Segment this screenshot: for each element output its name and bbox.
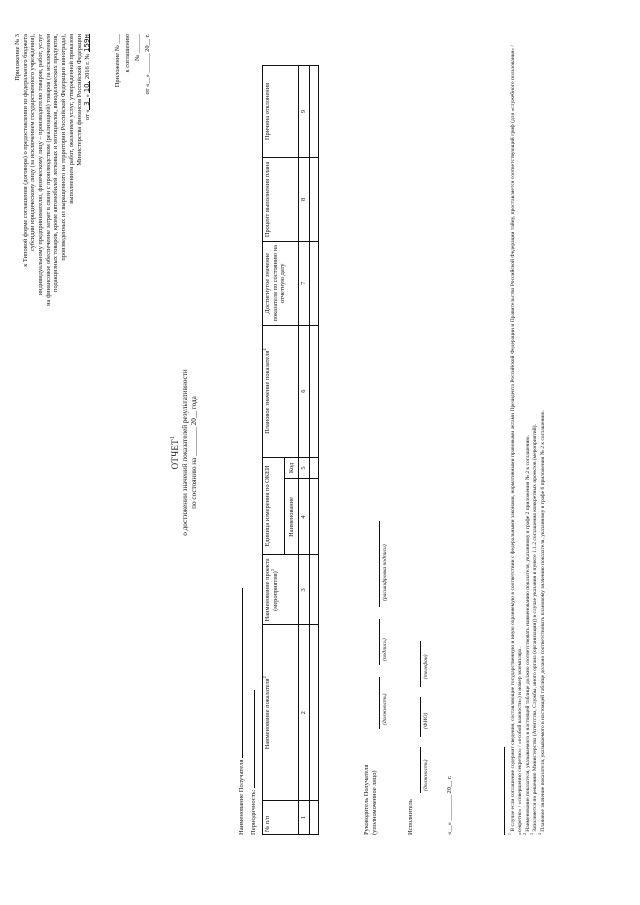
order-number-handwritten: 159н: [83, 34, 92, 52]
order-day-handwritten: 3: [83, 98, 90, 110]
executor-label: Исполнитель: [407, 799, 414, 835]
footnote-mark: 2: [522, 833, 527, 835]
table-cell: [309, 625, 318, 801]
order-year: 2016 г. №: [84, 51, 92, 81]
annex-line: к Типовой форме соглашения (договора) о предоставлении из федерального бюджета: [21, 34, 29, 267]
report-title: [170, 0, 199, 905]
executor-position-caption: (должность): [423, 759, 429, 791]
table-header-row: [263, 66, 285, 835]
head-label: Руководитель Получателя: [363, 764, 370, 835]
periodicity-row: [248, 588, 260, 835]
table-cell: [309, 157, 318, 241]
signature-block: [363, 765, 379, 835]
header-cell: Причина отклонения: [263, 66, 299, 158]
header-cell: [263, 555, 299, 625]
executor-position-line: [414, 747, 421, 793]
header-cell: № п/п: [263, 801, 299, 835]
order-date-mid: »: [84, 92, 92, 98]
header-cell: Процент выполнения плана: [263, 157, 299, 241]
executor-phone-caption: (телефон): [423, 654, 429, 679]
table-row: [309, 66, 318, 835]
decoding-caption: (расшифровка подписи): [382, 544, 388, 601]
annex-line: подакцизных товаров, кроме автомобилей легковых и мотоциклов, винодельческих продуктов,: [52, 34, 60, 292]
header-cell: Код: [285, 457, 299, 479]
agreement-header: [113, 34, 153, 95]
column-number: 2: [299, 625, 310, 801]
table-number-row: [299, 66, 310, 835]
agreement-date: от «__» ______ 20__ г.: [143, 34, 151, 95]
agreement-number: № ______: [133, 34, 141, 61]
footnote-2: [522, 45, 535, 835]
table-cell: [309, 66, 318, 158]
column-number: 4: [299, 479, 310, 555]
periodicity-label: Периодичность:: [249, 789, 257, 835]
footnote-text: В случае если соглашение содержит сведения, составляющие государственную и иную охраняемую в соответствии с федеральными законами, нормативными правовыми актами Президента Российской Федерации и Правительства Российской Федерации тайну, проставляется соответствующий гриф (для «служебного пользования» / «секретно» / «совершенно секретно» / «особой важности») и номер экземпляра.: [510, 44, 524, 835]
column-number: 8: [299, 157, 310, 241]
footnote-text: Плановое значение показателя, указываемого в настоящей таблице должно соответствовать плановому значению показателя, указанному в графе 6 приложения № 2 к соглашению.: [539, 410, 546, 832]
heading-text: ОТЧЕТ: [170, 439, 180, 470]
recipient-blank: [236, 588, 243, 758]
order-date-prefix: от «: [84, 109, 92, 121]
footnote-text: Заполняется по решению Министерства (Агентства, Службы, иного органа (организации)) в случае указания в пункте 1.1.2 соглашения конкретных проектов (мероприятий).: [532, 424, 539, 832]
indicators-table: [262, 65, 319, 835]
recipient-row: [236, 588, 248, 835]
header-cell: Наименование: [285, 479, 299, 555]
header-text: Наименование показателя: [264, 678, 271, 750]
footnote-mark: 1: [508, 833, 513, 835]
executor-fio-caption: (ФИО): [423, 712, 429, 729]
table-cell: [309, 325, 318, 457]
column-number: 5: [299, 457, 310, 479]
footnote-mark: 3: [530, 833, 535, 835]
footnote-1: [510, 45, 524, 835]
signature-line: [373, 619, 380, 665]
date-line: «__» ________ 20__ г.: [446, 775, 453, 835]
agreement-label: к соглашению: [123, 34, 131, 73]
header-text: Плановое значение показателя: [264, 350, 271, 434]
annex-line: Министерства финансов Российской Федерации: [75, 34, 83, 166]
recipient-label: Наименование Получателя: [238, 759, 245, 835]
annex-line: индивидуальному предпринимателю, физическому лицу – производителю товаров, работ, услуг: [37, 34, 45, 296]
periodicity-blank: [248, 690, 255, 788]
column-number: 6: [299, 325, 310, 457]
annex-order-date: [83, 34, 92, 594]
footnote-mark: 2: [261, 676, 267, 679]
report-subtitle: о достижении значений показателей результативности: [181, 369, 190, 536]
column-number: 9: [299, 66, 310, 158]
header-cell: Достигнутое значение показателя по состоянию на отчетную дату: [263, 241, 299, 325]
decoding-line: [373, 521, 380, 607]
header-cell: [263, 325, 299, 457]
position-line: [373, 677, 380, 729]
head-sublabel: (уполномоченное лицо): [371, 770, 378, 835]
annex-line: на финансовое обеспечение затрат в связи с производством (реализацией) товаров (за исключением: [44, 34, 52, 306]
annex-line: субсидии юридическому лицу (за исключением государственного учреждения),: [29, 34, 37, 252]
position-caption: (должность): [382, 693, 388, 725]
signature-caption: (подпись): [382, 638, 388, 661]
report-heading: [170, 0, 181, 905]
footnote-4: [537, 45, 547, 835]
footnote-3: [532, 45, 539, 835]
annex-line: Приложение № 3: [14, 34, 21, 81]
report-meta: [236, 588, 259, 835]
table-cell: [309, 457, 318, 479]
column-number: 1: [299, 801, 310, 835]
header-cell: Единица измерения по ОКЕИ: [263, 457, 285, 555]
annex-header: [14, 34, 92, 594]
footnote-divider: [504, 747, 505, 835]
header-cell: [263, 625, 299, 801]
executor-fio-line: [414, 697, 421, 737]
table-cell: [309, 801, 318, 835]
column-number: 3: [299, 555, 310, 625]
footnote-mark: 1: [169, 435, 176, 440]
footnote-mark: 4: [261, 348, 267, 351]
table-cell: [309, 241, 318, 325]
table-cell: [309, 555, 318, 625]
annex-line: выполнением работ, оказанием услуг, утвержденной приказом: [67, 34, 75, 204]
column-number: 7: [299, 241, 310, 325]
footnotes: [510, 45, 547, 835]
agreement-annex-number: Приложение № ___: [114, 34, 121, 88]
header-text: Наименование проекта (мероприятия): [264, 558, 279, 622]
footnote-text: Наименование показателя, указываемого в настоящей таблице должно соответствовать наименованию показателя, указанному в графе 2 приложения № 2 к соглашению.: [524, 435, 531, 832]
executor-phone-line: [414, 641, 421, 687]
footnote-mark: 3: [269, 568, 275, 572]
footnote-mark: 4: [537, 833, 542, 835]
report-date-line: по состоянию на ________ 20__ года: [190, 396, 199, 509]
annex-line: произведенных из выращенного на территории Российской Федерации винограда),: [60, 34, 68, 261]
table-cell: [309, 479, 318, 555]
order-month-handwritten: 10.: [83, 81, 92, 93]
